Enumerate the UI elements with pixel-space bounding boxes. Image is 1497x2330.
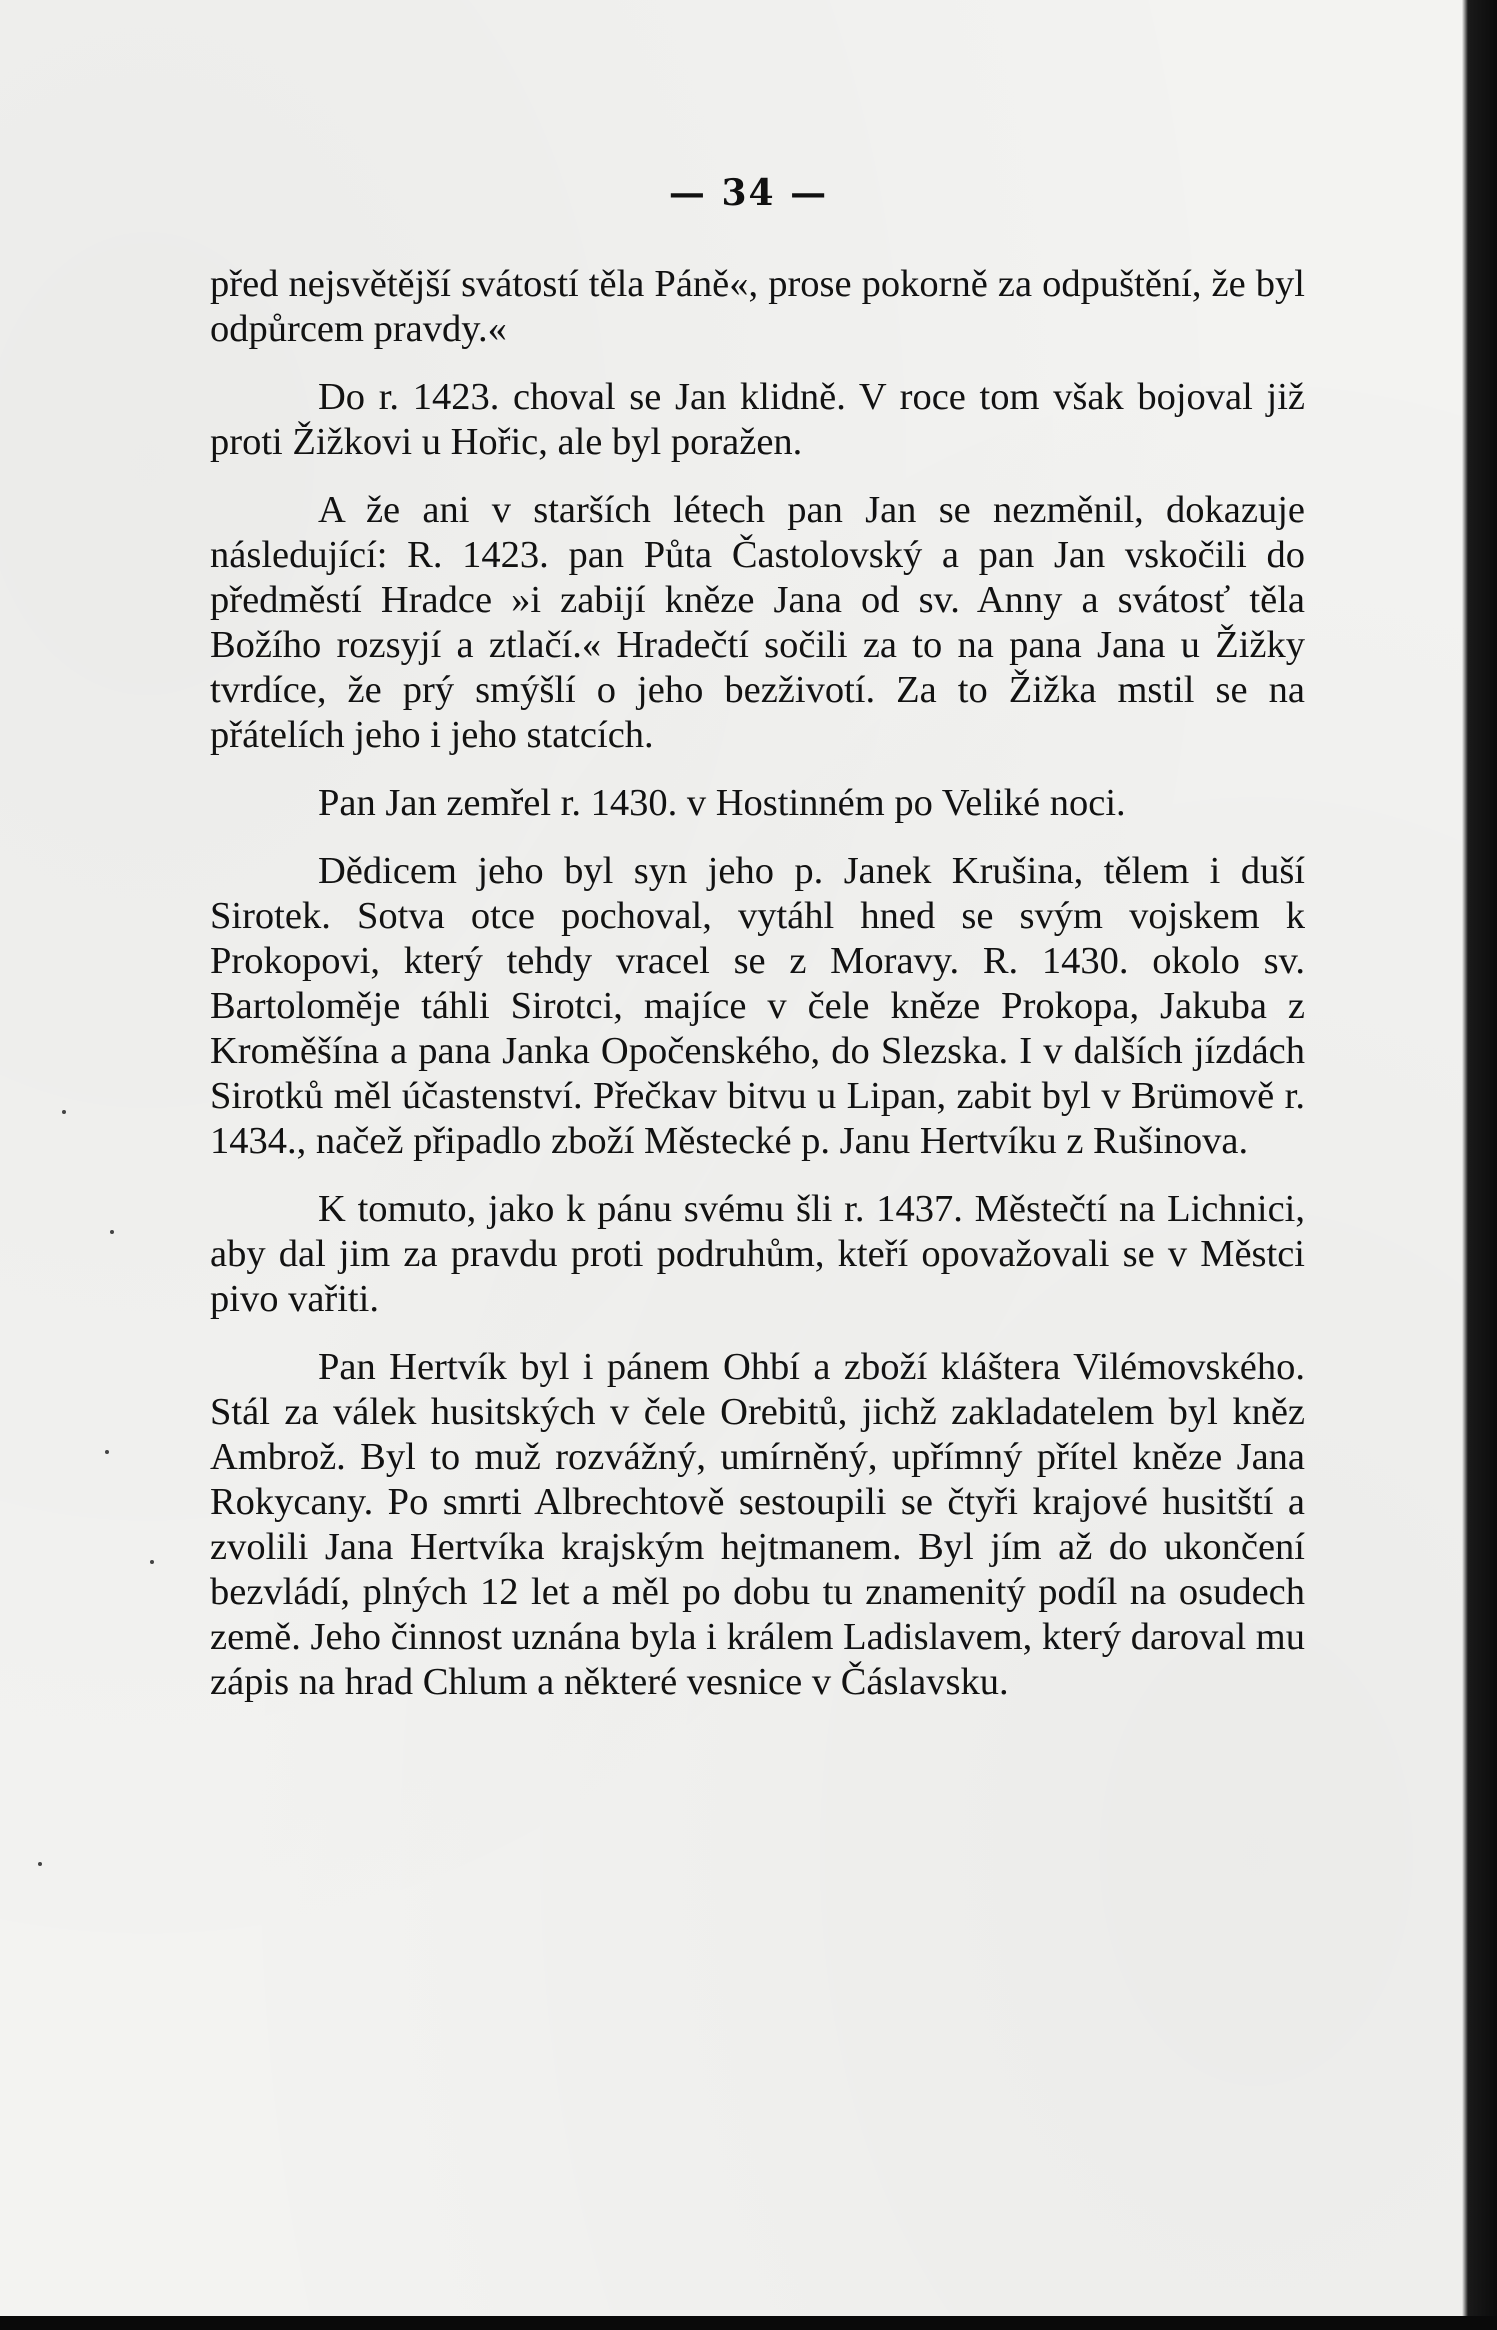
paragraph-3: A že ani v starších létech pan Jan se nezměnil, dokazuje následující: R. 1423. pan Půta Častolovský a pan Jan vskočili do předměstí Hradce »i zabijí kněze Jana od sv. Anny a svátosť těla Božího rozsyjí a ztlačí.« Hradečtí sočili za to na pana Jana u Žižky tvrdíce, že prý smýšlí o jeho bezživotí. Za to Žižka mstil se na přátelích jeho i jeho statcích. bbox=[210, 489, 1305, 756]
paper-speck bbox=[105, 1450, 109, 1454]
paper-speck bbox=[110, 1230, 114, 1234]
body-text bbox=[210, 262, 1305, 1728]
paragraph-5: Dědicem jeho byl syn jeho p. Janek Krušina, tělem i duší Sirotek. Sotva otce pochoval, vytáhl hned se svým vojskem k Prokopovi, který tehdy vracel se z Moravy. R. 1430. okolo sv. Bartoloměje táhli Sirotci, majíce v čele kněze Prokopa, Jakuba z Kroměšína a pana Janka Opočenského, do Slezska. I v dalších jízdách Sirotků měl účastenství. Přečkav bitvu u Lipan, zabit byl v Brümově r. 1434., načež připadlo zboží Městecké p. Janu Hertvíku z Rušinova. bbox=[210, 850, 1305, 1162]
paper-speck bbox=[38, 1862, 42, 1866]
paragraph-6: K tomuto, jako k pánu svému šli r. 1437. Městečtí na Lichnici, aby dal jim za pravdu proti podruhům, kteří opovažovali se v Městci pivo vařiti. bbox=[210, 1188, 1305, 1320]
page-number: — 34 — bbox=[668, 172, 829, 214]
page-edge-shadow bbox=[1462, 0, 1497, 2330]
paragraph-7: Pan Hertvík byl i pánem Ohbí a zboží kláštera Vilémovského. Stál za válek husitských v čele Orebitů, jichž zakladatelem byl kněz Ambrož. Byl to muž rozvážný, umírněný, upřímný přítel kněze Jana Rokycany. Po smrti Albrechtově sestoupili se čtyři krajové husitští a zvolili Jana Hertvíka krajským hejtmanem. Byl jím až do ukončení bezvládí, plných 12 let a měl po dobu tu znamenitý podíl na osudech země. Jeho činnost uznána byla i králem Ladislavem, který daroval mu zápis na hrad Chlum a některé vesnice v Čáslavsku. bbox=[210, 1346, 1305, 1703]
paragraph-1: před nejsvětější svátostí těla Páně«, prose pokorně za odpuštění, že byl odpůrcem pravdy.« bbox=[210, 263, 1305, 350]
paper-speck bbox=[62, 1110, 66, 1114]
paragraph-4: Pan Jan zemřel r. 1430. v Hostinném po Veliké noci. bbox=[318, 782, 1126, 824]
paragraph-2: Do r. 1423. choval se Jan klidně. V roce tom však bojoval již proti Žižkovi u Hořic, ale byl poražen. bbox=[210, 376, 1305, 463]
page-bottom-edge bbox=[0, 2316, 1497, 2330]
paper-speck bbox=[150, 1560, 154, 1564]
